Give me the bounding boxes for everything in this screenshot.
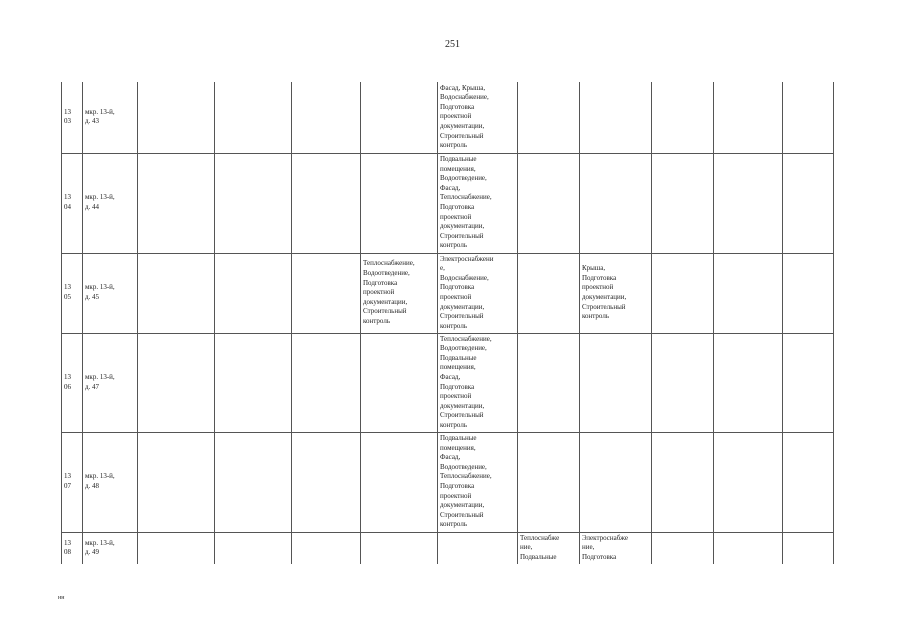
table-cell [652, 153, 714, 253]
table-cell [783, 253, 834, 333]
work-types-cell [580, 333, 652, 432]
table-cell [652, 333, 714, 432]
work-types-cell [518, 82, 580, 153]
table-cell [783, 532, 834, 564]
table-row [62, 432, 834, 532]
table-cell [292, 82, 361, 153]
table-cell [714, 153, 783, 253]
table-cell [783, 432, 834, 532]
work-types-cell: Крыша, Подготовка проектной документации, Строительный контроль [580, 253, 652, 333]
table-cell [138, 253, 215, 333]
page-number: 251 [445, 39, 460, 50]
address: мкр. 13-й, д. 45 [83, 253, 138, 333]
table-cell [138, 432, 215, 532]
table-cell [138, 153, 215, 253]
row-number: 13 03 [62, 82, 83, 153]
table-cell [652, 532, 714, 564]
repair-schedule-table [61, 82, 834, 564]
work-types-cell [361, 432, 438, 532]
table-cell [215, 82, 292, 153]
table-cell [138, 82, 215, 153]
row-number: 13 05 [62, 253, 83, 333]
work-types-cell [361, 153, 438, 253]
work-types-cell [518, 253, 580, 333]
table-row [62, 333, 834, 432]
table-cell [138, 333, 215, 432]
address: мкр. 13-й, д. 49 [83, 532, 138, 564]
table-cell [714, 253, 783, 333]
work-types-cell: Фасад, Крыша, Водоснабжение, Подготовка проектной документации, Строительный контроль [438, 82, 518, 153]
work-types-cell [518, 153, 580, 253]
table-row [62, 532, 834, 564]
row-number: 13 07 [62, 432, 83, 532]
table-cell [714, 432, 783, 532]
table-cell [292, 432, 361, 532]
table-cell [215, 153, 292, 253]
address: мкр. 13-й, д. 43 [83, 82, 138, 153]
table-cell [292, 333, 361, 432]
table-cell [652, 432, 714, 532]
table-cell [783, 82, 834, 153]
work-types-cell [518, 432, 580, 532]
table-row [62, 82, 834, 153]
table-cell [714, 333, 783, 432]
table-cell [714, 82, 783, 153]
table-cell [714, 532, 783, 564]
work-types-cell: Электроснабжени е, Водоснабжение, Подготовка проектной документации, Строительный контроль [438, 253, 518, 333]
address: мкр. 13-й, д. 48 [83, 432, 138, 532]
work-types-cell: Подвальные помещения, Фасад, Водоотведение, Теплоснабжение, Подготовка проектной документации, Строительный контроль [438, 432, 518, 532]
table-cell [652, 253, 714, 333]
address: мкр. 13-й, д. 47 [83, 333, 138, 432]
work-types-cell [361, 82, 438, 153]
table-cell [292, 532, 361, 564]
work-types-cell: Теплоснабжение, Водоотведение, Подвальные помещения, Фасад, Подготовка проектной документации, Строительный контроль [438, 333, 518, 432]
row-number: 13 04 [62, 153, 83, 253]
table-cell [138, 532, 215, 564]
work-types-cell: Теплоснабжение, Водоотведение, Подготовка проектной документации, Строительный контроль [361, 253, 438, 333]
table-cell [215, 532, 292, 564]
footer-text: нн [58, 595, 65, 601]
work-types-cell [361, 532, 438, 564]
table-row [62, 153, 834, 253]
table-cell [215, 432, 292, 532]
work-types-cell [361, 333, 438, 432]
work-types-cell [438, 532, 518, 564]
table-cell [783, 333, 834, 432]
table-cell [215, 333, 292, 432]
row-number: 13 08 [62, 532, 83, 564]
table-row [62, 253, 834, 333]
table-cell [215, 253, 292, 333]
address: мкр. 13-й, д. 44 [83, 153, 138, 253]
table-cell [783, 153, 834, 253]
work-types-cell [580, 153, 652, 253]
table-cell [292, 253, 361, 333]
work-types-cell [580, 82, 652, 153]
work-types-cell: Теплоснабже ние, Подвальные [518, 532, 580, 564]
table-cell [292, 153, 361, 253]
work-types-cell: Подвальные помещения, Водоотведение, Фасад, Теплоснабжение, Подготовка проектной документации, Строительный контроль [438, 153, 518, 253]
table-cell [652, 82, 714, 153]
work-types-cell [518, 333, 580, 432]
row-number: 13 06 [62, 333, 83, 432]
work-types-cell: Электроснабже ние, Подготовка [580, 532, 652, 564]
work-types-cell [580, 432, 652, 532]
